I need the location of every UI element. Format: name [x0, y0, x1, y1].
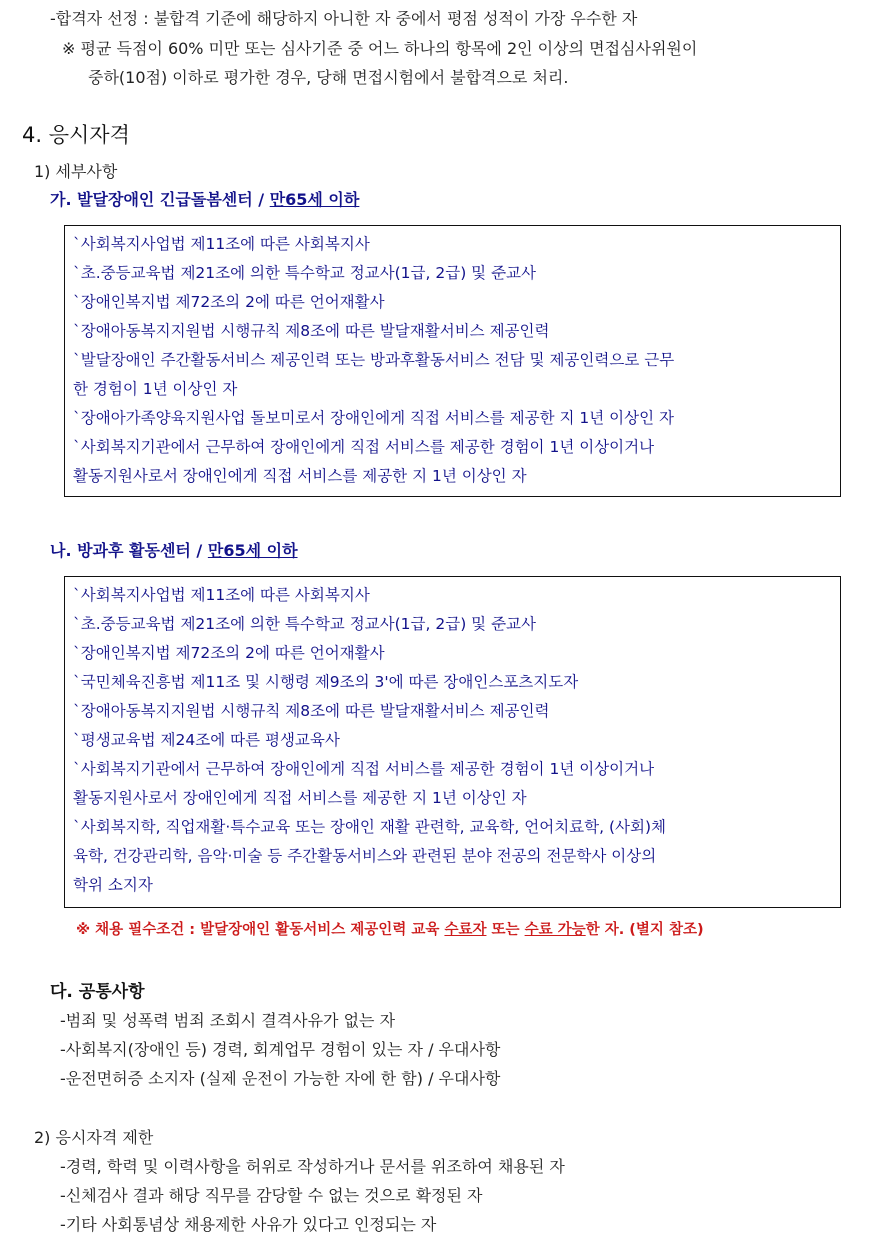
na-label: 나. 방과후 활동센터 / — [50, 541, 208, 560]
list-item: -경력, 학력 및 이력사항을 허위로 작성하거나 문서를 위조하여 채용된 자 — [60, 1157, 565, 1176]
list-item: -범죄 및 성폭력 범죄 조회시 결격사유가 없는 자 — [60, 1011, 396, 1030]
list-item: `사회복지기관에서 근무하여 장애인에게 직접 서비스를 제공한 경험이 1년 이상이거나 — [73, 438, 655, 456]
list-item: `장애아동복지지원법 시행규칙 제8조에 따른 발달재활서비스 제공인력 — [73, 702, 550, 720]
list-item: `사회복지기관에서 근무하여 장애인에게 직접 서비스를 제공한 경험이 1년 이상이거나 — [73, 760, 655, 778]
list-item: `사회복지사업법 제11조에 따른 사회복지사 — [73, 235, 370, 253]
list-item: 활동지원사로서 장애인에게 직접 서비스를 제공한 지 1년 이상인 자 — [73, 467, 527, 485]
list-item: 활동지원사로서 장애인에게 직접 서비스를 제공한 지 1년 이상인 자 — [73, 789, 527, 807]
na-age-limit: 만65세 이하 — [207, 541, 298, 560]
requirement-prefix: ※ 채용 필수조건 : 발달장애인 활동서비스 제공인력 교육 — [76, 922, 445, 938]
list-item: `국민체육진흥법 제11조 및 시행령 제9조의 3'에 따른 장애인스포츠지도자 — [73, 673, 579, 691]
list-item: 한 경험이 1년 이상인 자 — [73, 380, 238, 398]
list-item: `사회복지사업법 제11조에 따른 사회복지사 — [73, 586, 370, 604]
restriction-heading: 2) 응시자격 제한 — [34, 1128, 154, 1147]
list-item: -기타 사회통념상 채용제한 사유가 있다고 인정되는 자 — [60, 1215, 437, 1234]
subsection-details: 1) 세부사항 — [34, 162, 118, 181]
list-item: 학위 소지자 — [73, 876, 153, 894]
na-heading — [50, 541, 298, 561]
list-item: `장애인복지법 제72조의 2에 따른 언어재활사 — [73, 644, 385, 662]
selection-criteria: -합격자 선정 : 불합격 기준에 해당하지 아니한 자 중에서 평점 성적이 가장 우수한 자 — [50, 9, 638, 28]
list-item: `초.중등교육법 제21조에 의한 특수학교 정교사(1급, 2급) 및 준교사 — [73, 615, 536, 633]
list-item: `평생교육법 제24조에 따른 평생교육사 — [73, 731, 340, 749]
list-item: -사회복지(장애인 등) 경력, 회계업무 경험이 있는 자 / 우대사항 — [60, 1040, 501, 1059]
requirement-suffix: 한 자. (별지 참조) — [585, 922, 704, 938]
fail-note-line1: ※ 평균 득점이 60% 미만 또는 심사기준 중 어느 하나의 항목에 2인 이상의 면접심사위원이 — [62, 39, 698, 58]
list-item: `발달장애인 주간활동서비스 제공인력 또는 방과후활동서비스 전담 및 제공인력으로 근무 — [73, 351, 675, 369]
da-heading: 다. 공통사항 — [50, 982, 145, 1002]
list-item: -운전면허증 소지자 (실제 운전이 가능한 자에 한 함) / 우대사항 — [60, 1069, 501, 1088]
list-item: `장애인복지법 제72조의 2에 따른 언어재활사 — [73, 293, 385, 311]
list-item: `초.중등교육법 제21조에 의한 특수학교 정교사(1급, 2급) 및 준교사 — [73, 264, 536, 282]
list-item: 육학, 건강관리학, 음악·미술 등 주간활동서비스와 관련된 분야 전공의 전문학사 이상의 — [73, 847, 657, 865]
na-qualification-box — [64, 576, 841, 908]
ga-label: 가. 발달장애인 긴급돌봄센터 / — [50, 190, 270, 209]
mandatory-requirement — [76, 920, 704, 940]
ga-heading — [50, 190, 359, 210]
ga-qualification-box — [64, 225, 841, 497]
requirement-possible: 수료 가능 — [524, 922, 586, 938]
fail-note-line2: 중하(10점) 이하로 평가한 경우, 당해 면접시험에서 불합격으로 처리. — [88, 68, 569, 87]
list-item: `장애아동복지지원법 시행규칙 제8조에 따른 발달재활서비스 제공인력 — [73, 322, 550, 340]
list-item: -신체검사 결과 해당 직무를 감당할 수 없는 것으로 확정된 자 — [60, 1186, 483, 1205]
ga-age-limit: 만65세 이하 — [269, 190, 360, 209]
requirement-completed: 수료자 — [444, 922, 487, 938]
list-item: `장애아가족양육지원사업 돌보미로서 장애인에게 직접 서비스를 제공한 지 1년 이상인 자 — [73, 409, 674, 427]
list-item: `사회복지학, 직업재활·특수교육 또는 장애인 재활 관련학, 교육학, 언어치료학, (사회)체 — [73, 818, 666, 836]
requirement-mid: 또는 — [486, 922, 525, 938]
section-title: 4. 응시자격 — [22, 123, 130, 147]
